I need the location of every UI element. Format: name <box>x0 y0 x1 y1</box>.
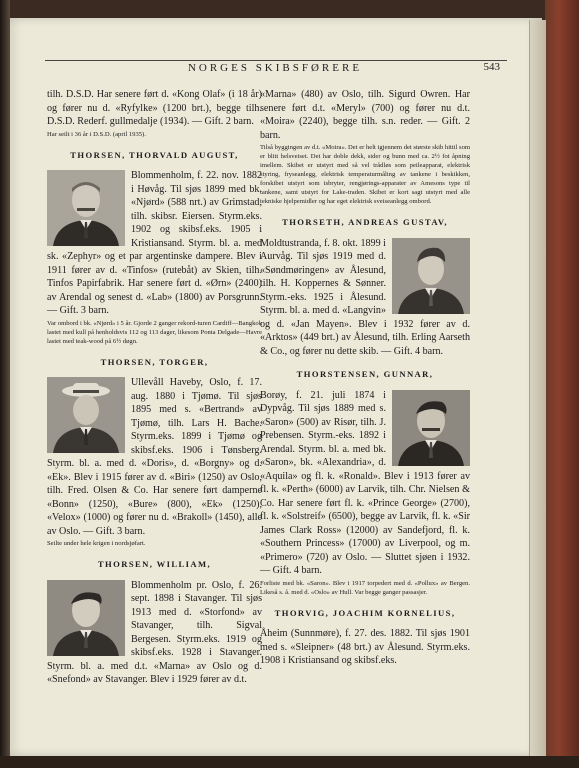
portrait-photo <box>392 390 470 466</box>
entry-name-thorsen-torger: THORSEN, TORGER, <box>100 356 209 367</box>
entry-text-thorsen-william: Blommenholm pr. Oslo, f. 26. sept. 1898 i Stavanger. Til sjøs 1913 med d. «Storfond» av Stavanger, tilh. Sigval Bergesen. Styrm.eks. 1919 og skibsf.eks. 1928 i Stavanger. Styrm. bl. a. med d.t. «Marna» av Oslo og d. «Snefond» av Stavanger. Blev i 1929 fører av d.t. <box>47 579 262 685</box>
entry-name-thorstensen-gunnar: THORSTENSEN, GUNNAR, <box>296 369 434 379</box>
right-column <box>260 88 470 668</box>
entry-text-thorstensen-gunnar: Borøy, f. 21. juli 1874 i Dypvåg. Til sjøs 1889 med s. «Saron» (500) av Risør, tilh. J. Prebensen. Styrm.-eks. 1892 i Arendal. Styrm. bl. a. med bk. «Saron», bk. «Alexandria», d. «Aquila» og fl. k. «Ronald». Blev i 1913 fører av fl. k. «Perth» (6000) av Larvik, tilh. Chr. Nielsen & Co. Har senere ført fl. k. «Prince George» (2700), fl. k. «Solstreif» (6500), begge av Larvik, fl. k. «Sir James Clark Ross» (12000) av Sandefjord, fl. k. «Southern Princess» (17000) av Liverpool, og m. «Primero» (720) av Oslo. — Sluttet sjøen i 1932. — Gift. 4 barn. <box>260 389 470 576</box>
book-cover-edge <box>545 0 579 768</box>
entry-note-thorstensen-gunnar: Forliste med bk. «Saron». Blev i 1917 torpedert med d. «Pollux» av Bergen. Likeså s. å. med d. «Oslo» av Hull. Var begge ganger passasjer. <box>260 579 470 596</box>
portrait-photo <box>47 580 125 656</box>
header-rule <box>45 60 507 61</box>
continued-text: tilh. D.S.D. Har senere ført d. «Kong Olaf» (i 18 år) og fører nu d. «Ryfylke» (1200 brt.), begge tilh. D.S.D. Rederf. gullmedalje (1934). — Gift. 2 barn. <box>47 89 262 127</box>
entry-text-thorvig-joachim: Åheim (Sunnmøre), f. 27. des. 1882. Til sjøs 1901 med s. «Sleipner» (48 brt.) av Ålesund. Styrm.eks. 1908 i Kristiansand og skibsf.eks. <box>260 628 470 666</box>
continued-note: Tilså byggingen av d.t. «Moira». Det er helt igjennem det største skib hittil som er blitt helsveiset. Det har doble dekk, sider og bunn med ca. 2½ fot åpning imellem. Skibet er utstyrt med så vel trådløs som peileapparat, elektrisk styring, fryseanlegg, elektrisk temperaturmåling av tankene i beskikken, forskibet utstyrt som isbryter, rengjørings-apparater av Amesons type til tankene, samt utstyrt for Lake-traden. Skibet er kort sagt utstyrt med alle tekniske hjelpemidler og har eget elektrisk sveiseanlegg ombord. <box>260 144 471 205</box>
portrait-photo <box>47 170 125 246</box>
portrait-photo <box>47 377 125 453</box>
portrait-photo <box>392 238 470 314</box>
page-stack-edge <box>529 20 546 758</box>
running-header: NORGES SKIBSFØRERE <box>187 62 363 74</box>
page-number: 543 <box>483 61 500 73</box>
book-bottom-edge <box>0 756 579 768</box>
entry-name-thorsen-thorvald: THORSEN, THORVALD AUGUST, <box>70 149 239 160</box>
entry-text-thorsen-torger: Ullevåll Haveby, Oslo, f. 17. aug. 1880 i Tjømø. Til sjøs 1895 med s. «Bertrand» av Tjømø, tilh. Lars H. Bache. Styrm.eks. 1899 i Tjømø og skibsf.eks. 1906 i Tønsberg. Styrm. bl. a. med d. «Doris», d. «Borgny» og d. «Ek». Blev i 1915 fører av d. «Biri» (1250) av Oslo, tilh. Fred. Olsen & Co. Har senere ført damperne «Bonn» (1250), «Bure» (800), «Ek» (1250), «Velox» (1000) og fører nu d. «Brakoll» (1450), alle av Oslo. — Gift. 3 barn. <box>47 377 262 537</box>
entry-name-thorsen-william: THORSEN, WILLIAM, <box>97 559 212 569</box>
entry-text-thorseth-andreas: Moldtustranda, f. 8. okt. 1899 i Aurvåg. Til sjøs 1919 med d. «Søndmøringen» av Ålesund, tilh. H. Koppernes & Sønner. Styrm.-eks. 1925 i Ålesund. Styrm. bl. a. med d. «Langvin» og d. «Jan Mayen». Blev i 1932 fører av d. «Arktos» (449 brt.) av Ålesund, tilh. Erling Aarseth & Co., og fører nu dette skib. — Gift. 4 barn. <box>260 237 470 357</box>
continued-note: Har seilt i 36 år i D.S.D. (april 1935). <box>47 130 146 138</box>
book-binding-left <box>0 0 10 768</box>
entry-note-thorsen-torger: Seilte under hele krigen i nordsjøfart. <box>47 540 146 547</box>
entry-note-thorsen-thorvald: Var ombord i bk. «Njørd» i 5 år. Gjorde 2 ganger rekord-turen Cardiff—Bangkok lastet med kull på henholdsvis 112 og 113 dager, likesom Ponta Delgade—Havre lastet med teak-wood på 6½ døgn. <box>47 319 262 345</box>
entry-text-thorsen-thorvald: Blommenholm, f. 22. nov. 1882 i Høvåg. Til sjøs 1899 med bk. «Njørd» (588 nrt.) av Grimstad, tilh. skibsr. Eiersen. Styrm.eks. 1902 og skibsf.eks. 1905 i Kristiansand. Styrm. bl. a. med sk. «Zephyr» og et par argentinske dampere. Blev i 1911 fører av d. «Tinfos» (rutebåt) av Skien, tilh. Tinfos Papirfabrik. Har senere ført d. «Ørn» (2400) av Arendal og senest d. «Lab» (1800) av Porsgrunn. — Gift. 3 barn. <box>47 170 262 316</box>
entry-name-thorseth-andreas: THORSETH, ANDREAS GUSTAV, <box>282 217 448 227</box>
continued-text: «Marna» (480) av Oslo, tilh. Sigurd Owren. Har senere ført d.t. «Meryl» (700) og fører nu d.t. «Moira» (2240), begge tilh. s.n. reder. — Gift. 2 barn. <box>260 89 470 141</box>
left-column <box>47 88 262 687</box>
entry-name-thorvig-joachim: THORVIG, JOACHIM KORNELIUS, <box>274 607 456 618</box>
